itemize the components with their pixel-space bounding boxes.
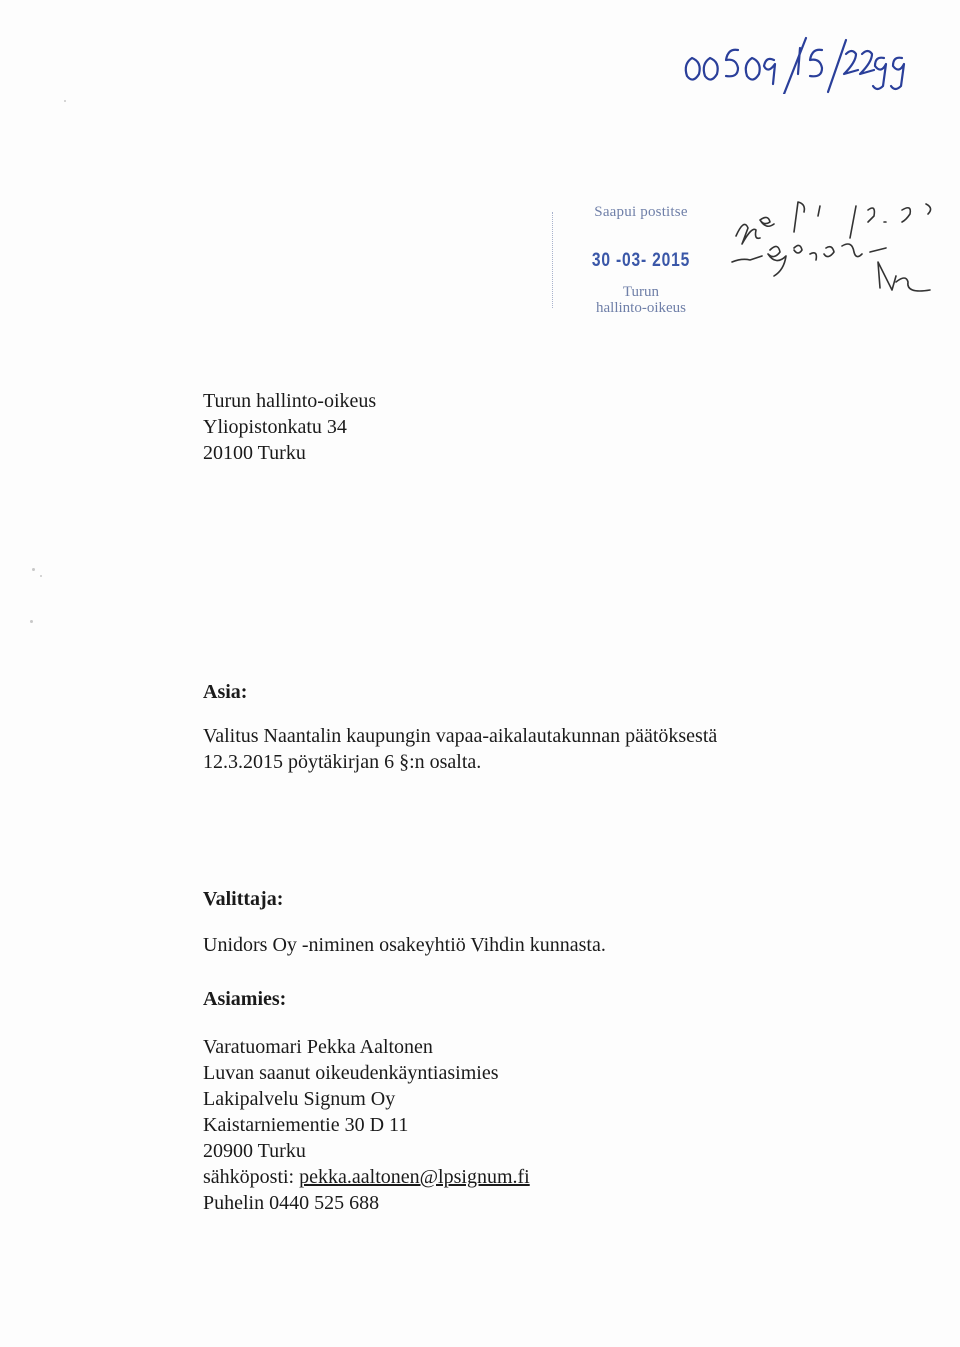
representative-section (203, 986, 530, 1216)
representative-city: 20900 Turku (203, 1140, 306, 1162)
subject-line-1: Valitus Naantalin kaupungin vapaa-aikalautakunnan päätöksestä (203, 725, 718, 747)
recipient-city: 20100 Turku (203, 442, 306, 464)
appellant-label: Valittaja: (203, 888, 284, 910)
email-link[interactable]: pekka.aaltonen@lpsignum.fi (299, 1166, 530, 1188)
representative-label: Asiamies: (203, 988, 287, 1010)
representative-company: Lakipalvelu Signum Oy (203, 1088, 396, 1110)
representative-street: Kaistarniementie 30 D 11 (203, 1114, 409, 1136)
scan-speck (30, 620, 33, 623)
appellant-section (203, 886, 606, 958)
stamp-court: hallinto-oikeus (596, 300, 686, 316)
representative-name: Varatuomari Pekka Aaltonen (203, 1036, 433, 1058)
appellant-text: Unidors Oy -niminen osakeyhtiö Vihdin kunnasta. (203, 934, 606, 956)
scan-speck (40, 575, 42, 577)
received-stamp (556, 198, 726, 322)
representative-title: Luvan saanut oikeudenkäyntiasimies (203, 1062, 499, 1084)
recipient-address (203, 388, 376, 466)
handwritten-notes (730, 196, 940, 302)
stamp-place: Turun (622, 284, 660, 300)
email-prefix: sähköposti: (203, 1166, 300, 1188)
subject-section (203, 679, 717, 775)
representative-email-line (203, 1164, 530, 1190)
scan-speck (32, 568, 35, 571)
scan-speck (64, 100, 66, 102)
stamp-received-text: Saapui postitse (594, 204, 688, 220)
recipient-name: Turun hallinto-oikeus (203, 390, 377, 412)
recipient-street: Yliopistonkatu 34 (203, 416, 347, 438)
representative-phone: Puhelin 0440 525 688 (203, 1192, 380, 1214)
subject-label: Asia: (203, 681, 248, 703)
subject-line-2: 12.3.2015 pöytäkirjan 6 §:n osalta. (203, 751, 482, 773)
stamp-date: 30 -03- 2015 (591, 250, 691, 271)
handwritten-reference-number (676, 36, 908, 94)
